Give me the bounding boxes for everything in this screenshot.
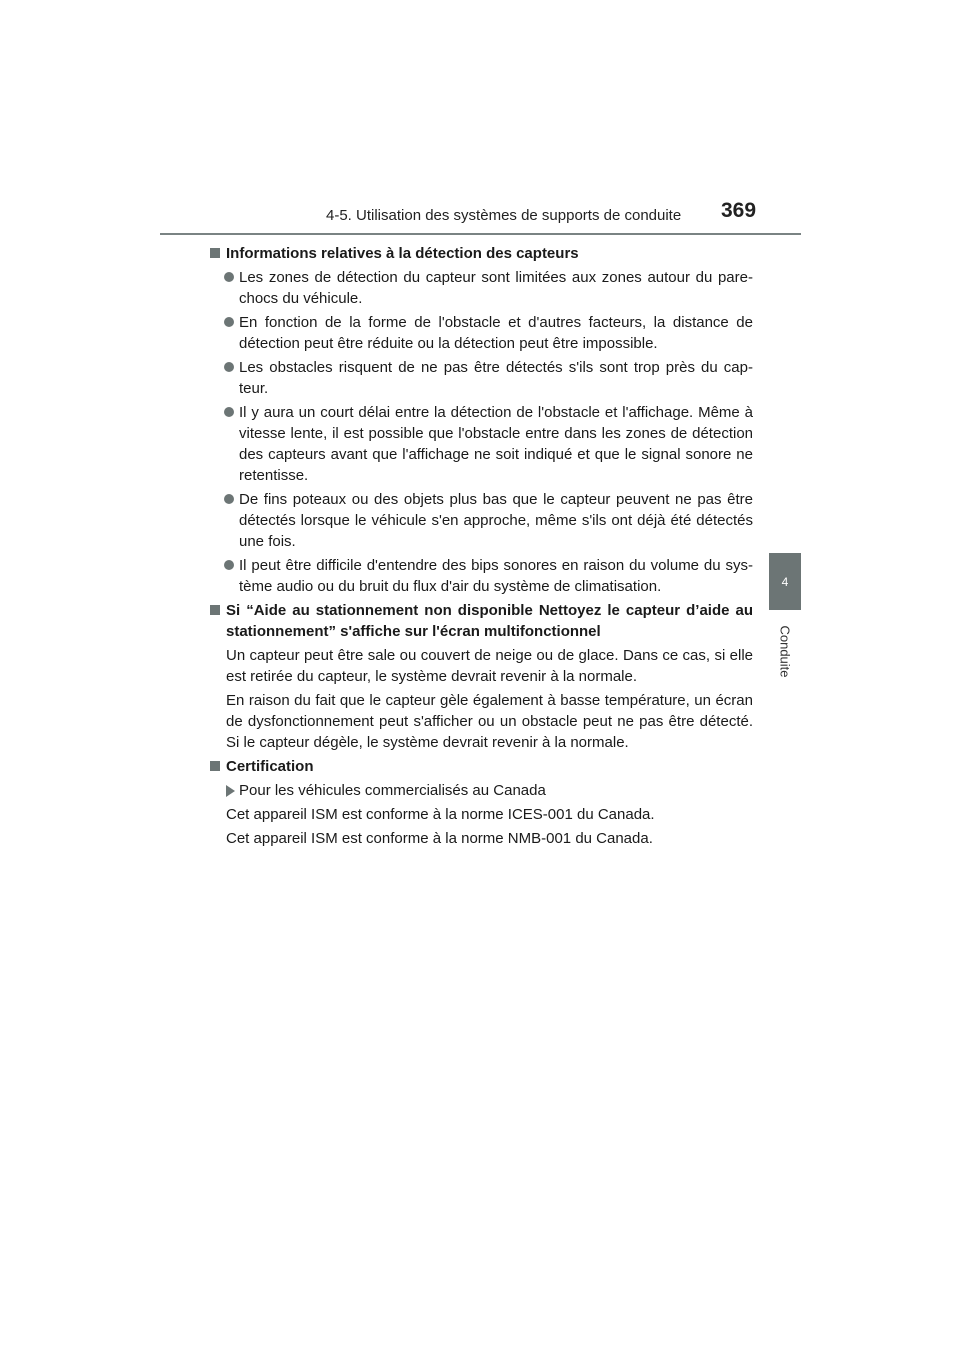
paragraph: Un capteur peut être sale ou couvert de neige ou de glace. Dans ce cas, si elle est retirée du capteur, le système devrait revenir à la normale. bbox=[226, 647, 753, 685]
list-item: Les obstacles risquent de ne pas être détectés s'ils sont trop près du cap-teur. bbox=[210, 357, 753, 399]
list-item: De fins poteaux ou des objets plus bas que le capteur peuvent ne pas être détectés lorsque le véhicule s'en approche, même s'ils ont déjà été détectés une fois. bbox=[210, 489, 753, 552]
section-title: 4-5. Utilisation des systèmes de supports de conduite bbox=[326, 207, 682, 224]
paragraph: En raison du fait que le capteur gèle également à basse température, un écran de dysfonctionnement peut s'afficher ou un obstacle peut ne pas être détecté. Si le capteur dégèle, le système devrait revenir à la normale. bbox=[226, 692, 753, 751]
sub-item: Pour les véhicules commercialisés au Canada bbox=[210, 780, 753, 801]
bullet-dot-icon bbox=[224, 494, 234, 504]
list-item: Les zones de détection du capteur sont limitées aux zones autour du pare-chocs du véhicule. bbox=[210, 267, 753, 309]
paragraph: Cet appareil ISM est conforme à la norme ICES-001 du Canada. bbox=[226, 806, 655, 823]
heading-square-icon bbox=[210, 605, 220, 615]
bullet-dot-icon bbox=[224, 362, 234, 372]
list-item: Il peut être difficile d'entendre des bips sonores en raison du volume du sys-tème audio ou du bruit du flux d'air du système de climatisation. bbox=[210, 555, 753, 597]
bullet-dot-icon bbox=[224, 560, 234, 570]
chapter-label-text: Conduite bbox=[777, 624, 793, 678]
header-divider bbox=[160, 233, 801, 235]
list-item: Il y aura un court délai entre la détection de l'obstacle et l'affichage. Même à vitesse lente, il est possible que l'obstacle entre dans les zones de détection des capteurs avant que l'affichage ne soit indiqué et que le signal sonore ne retentisse. bbox=[210, 402, 753, 486]
page-content bbox=[210, 243, 753, 852]
page-number: 369 bbox=[721, 199, 757, 222]
chapter-tab bbox=[769, 553, 801, 610]
heading-square-icon bbox=[210, 248, 220, 258]
bullet-dot-icon bbox=[224, 272, 234, 282]
section-heading-parking-aid: Si “Aide au stationnement non disponible Nettoyez le capteur d’aide au stationnement” s'affiche sur l'écran multifonctionnel bbox=[210, 600, 753, 642]
paragraph: Cet appareil ISM est conforme à la norme NMB-001 du Canada. bbox=[226, 830, 653, 847]
bullet-dot-icon bbox=[224, 317, 234, 327]
bullet-dot-icon bbox=[224, 407, 234, 417]
section-heading-certification: Certification bbox=[210, 756, 753, 777]
section-heading-detection: Informations relatives à la détection des capteurs bbox=[210, 243, 753, 264]
list-item: En fonction de la forme de l'obstacle et d'autres facteurs, la distance de détection peut être réduite ou la détection peut être impossible. bbox=[210, 312, 753, 354]
heading-square-icon bbox=[210, 761, 220, 771]
chapter-number: 4 bbox=[781, 574, 789, 589]
arrow-right-icon bbox=[226, 785, 235, 797]
chapter-label bbox=[754, 620, 816, 682]
